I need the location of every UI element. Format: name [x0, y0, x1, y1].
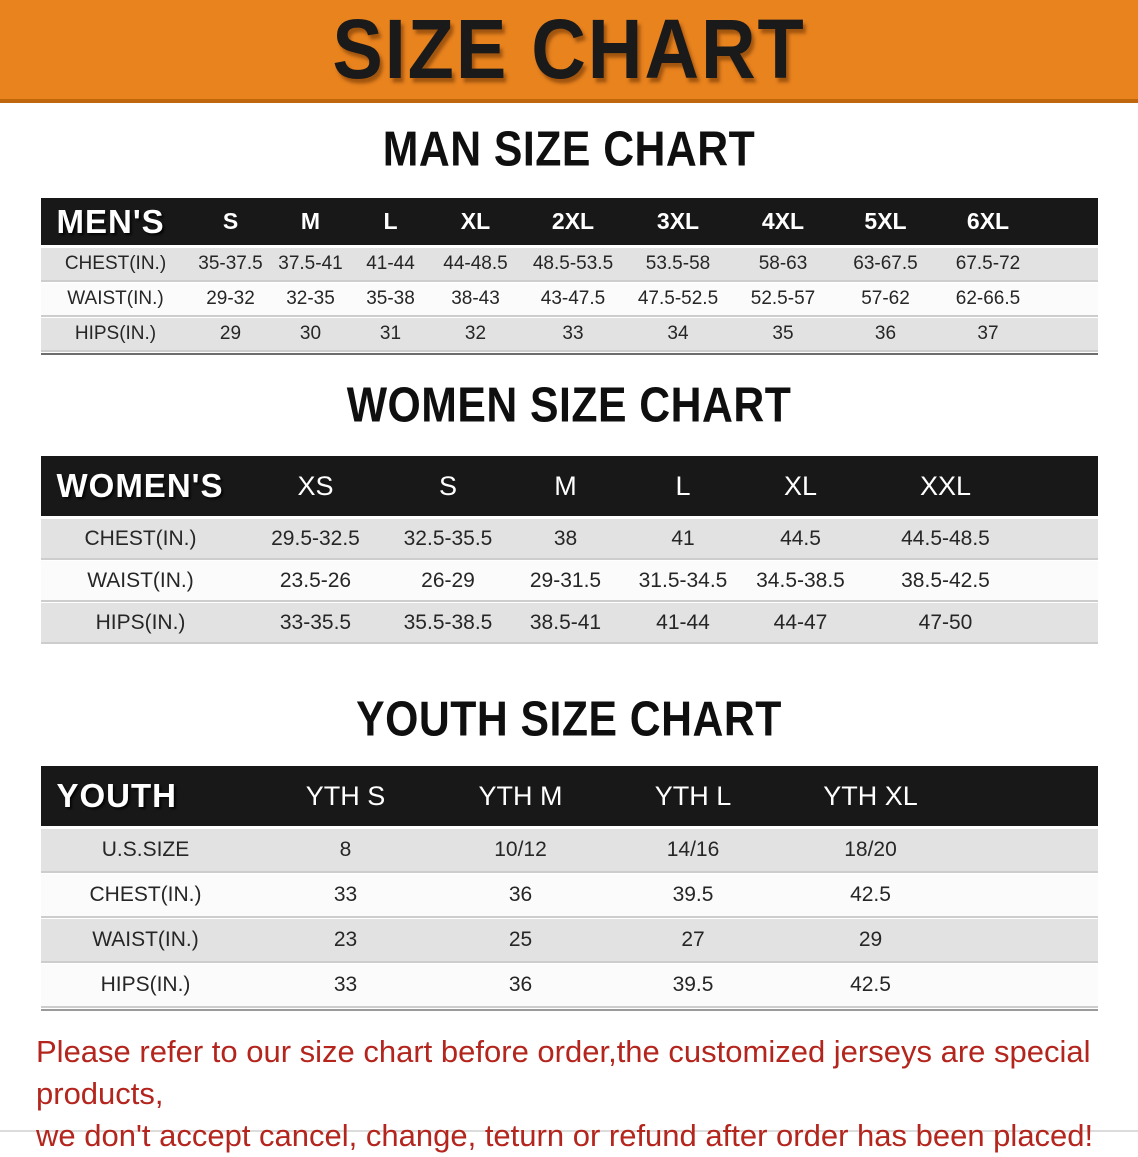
row-label: CHEST(IN.) [41, 874, 251, 916]
size-cell: 33-35.5 [241, 603, 391, 642]
size-cell: 35.5-38.5 [391, 603, 506, 642]
column-header: YTH M [441, 766, 601, 826]
size-cell: 57-62 [836, 283, 936, 315]
row-filler [1031, 561, 1098, 600]
column-header: 5XL [836, 198, 936, 245]
size-cell: 29-32 [191, 283, 271, 315]
row-label: CHEST(IN.) [41, 248, 191, 280]
footer-line2: we don't accept cancel, change, teturn or refund after order has been placed! [36, 1118, 1094, 1153]
size-cell: 52.5-57 [731, 283, 836, 315]
size-cell: 44-48.5 [431, 248, 521, 280]
size-cell: 32-35 [271, 283, 351, 315]
size-cell: 58-63 [731, 248, 836, 280]
banner [0, 0, 1138, 103]
size-cell: 42.5 [786, 874, 956, 916]
column-header: S [391, 456, 506, 516]
size-cell: 35 [731, 318, 836, 350]
table-row [41, 519, 1098, 558]
size-cell: 8 [251, 829, 441, 871]
column-header: 3XL [626, 198, 731, 245]
column-header: L [351, 198, 431, 245]
size-cell: 33 [521, 318, 626, 350]
size-cell: 18/20 [786, 829, 956, 871]
size-cell: 39.5 [601, 874, 786, 916]
size-cell: 39.5 [601, 964, 786, 1006]
size-cell: 44.5 [741, 519, 861, 558]
table-row [41, 874, 1098, 916]
youth-size-table-wrap [41, 763, 1098, 1011]
header-filler [1031, 456, 1098, 516]
size-cell: 47-50 [861, 603, 1031, 642]
men-section-title: MAN SIZE CHART [382, 120, 756, 177]
size-cell: 25 [441, 919, 601, 961]
youth-section-title: YOUTH SIZE CHART [356, 690, 782, 747]
size-cell: 29.5-32.5 [241, 519, 391, 558]
size-cell: 36 [836, 318, 936, 350]
size-cell: 33 [251, 874, 441, 916]
size-cell: 36 [441, 964, 601, 1006]
size-cell: 38.5-42.5 [861, 561, 1031, 600]
column-header: XXL [861, 456, 1031, 516]
size-cell: 38.5-41 [506, 603, 626, 642]
banner-title: SIZE CHART [332, 1, 806, 97]
size-cell: 32.5-35.5 [391, 519, 506, 558]
size-cell: 47.5-52.5 [626, 283, 731, 315]
row-label: HIPS(IN.) [41, 603, 241, 642]
men-size-table-wrap [41, 195, 1098, 355]
size-cell: 23.5-26 [241, 561, 391, 600]
column-header: XS [241, 456, 391, 516]
women-size-table-wrap [41, 453, 1098, 645]
women-section-title: WOMEN SIZE CHART [346, 376, 792, 433]
header-filler [956, 766, 1098, 826]
size-cell: 43-47.5 [521, 283, 626, 315]
column-header: YTH S [251, 766, 441, 826]
column-header: M [506, 456, 626, 516]
table-row [41, 603, 1098, 642]
size-cell: 30 [271, 318, 351, 350]
size-cell: 37 [936, 318, 1041, 350]
size-cell: 10/12 [441, 829, 601, 871]
size-cell: 38-43 [431, 283, 521, 315]
table-row [41, 561, 1098, 600]
row-filler [956, 964, 1098, 1006]
footer-note [36, 1031, 1118, 1157]
size-cell: 35-38 [351, 283, 431, 315]
size-cell: 37.5-41 [271, 248, 351, 280]
size-cell: 34.5-38.5 [741, 561, 861, 600]
column-header: YTH L [601, 766, 786, 826]
size-cell: 42.5 [786, 964, 956, 1006]
column-header: L [626, 456, 741, 516]
size-cell: 36 [441, 874, 601, 916]
size-cell: 26-29 [391, 561, 506, 600]
table-row [41, 248, 1098, 280]
size-cell: 62-66.5 [936, 283, 1041, 315]
size-cell: 29 [191, 318, 271, 350]
table-row [41, 919, 1098, 961]
size-cell: 14/16 [601, 829, 786, 871]
size-cell: 44-47 [741, 603, 861, 642]
row-filler [1031, 603, 1098, 642]
column-header: YTH XL [786, 766, 956, 826]
size-cell: 29 [786, 919, 956, 961]
size-cell: 31 [351, 318, 431, 350]
size-cell: 32 [431, 318, 521, 350]
size-cell: 67.5-72 [936, 248, 1041, 280]
size-cell: 35-37.5 [191, 248, 271, 280]
size-cell: 53.5-58 [626, 248, 731, 280]
column-header: 2XL [521, 198, 626, 245]
size-cell: 41-44 [351, 248, 431, 280]
column-header: 4XL [731, 198, 836, 245]
size-cell: 63-67.5 [836, 248, 936, 280]
table-row [41, 318, 1098, 350]
row-filler [1041, 248, 1098, 280]
men-header-row [41, 198, 1098, 245]
size-cell: 41 [626, 519, 741, 558]
column-header: XL [431, 198, 521, 245]
size-cell: 48.5-53.5 [521, 248, 626, 280]
row-filler [1041, 283, 1098, 315]
header-filler [1041, 198, 1098, 245]
size-cell: 41-44 [626, 603, 741, 642]
men-size-table [41, 195, 1098, 353]
size-cell: 34 [626, 318, 731, 350]
size-cell: 23 [251, 919, 441, 961]
youth-header-row [41, 766, 1098, 826]
column-header: XL [741, 456, 861, 516]
row-filler [1031, 519, 1098, 558]
row-label: WAIST(IN.) [41, 919, 251, 961]
men-header-label: MEN'S [41, 198, 191, 245]
row-label: WAIST(IN.) [41, 561, 241, 600]
table-row [41, 283, 1098, 315]
row-filler [956, 919, 1098, 961]
row-filler [1041, 318, 1098, 350]
youth-header-label: YOUTH [41, 766, 251, 826]
row-filler [956, 829, 1098, 871]
size-cell: 44.5-48.5 [861, 519, 1031, 558]
women-header-label: WOMEN'S [41, 456, 241, 516]
size-cell: 27 [601, 919, 786, 961]
row-label: WAIST(IN.) [41, 283, 191, 315]
row-label: U.S.SIZE [41, 829, 251, 871]
row-label: HIPS(IN.) [41, 318, 191, 350]
row-label: CHEST(IN.) [41, 519, 241, 558]
size-cell: 38 [506, 519, 626, 558]
footer-line1: Please refer to our size chart before order,the customized jerseys are special products, [36, 1034, 1091, 1111]
table-row [41, 829, 1098, 871]
women-header-row [41, 456, 1098, 516]
table-row [41, 964, 1098, 1006]
women-size-table [41, 453, 1098, 645]
column-header: M [271, 198, 351, 245]
column-header: 6XL [936, 198, 1041, 245]
youth-size-table [41, 763, 1098, 1009]
size-cell: 29-31.5 [506, 561, 626, 600]
size-cell: 31.5-34.5 [626, 561, 741, 600]
row-label: HIPS(IN.) [41, 964, 251, 1006]
size-cell: 33 [251, 964, 441, 1006]
row-filler [956, 874, 1098, 916]
column-header: S [191, 198, 271, 245]
